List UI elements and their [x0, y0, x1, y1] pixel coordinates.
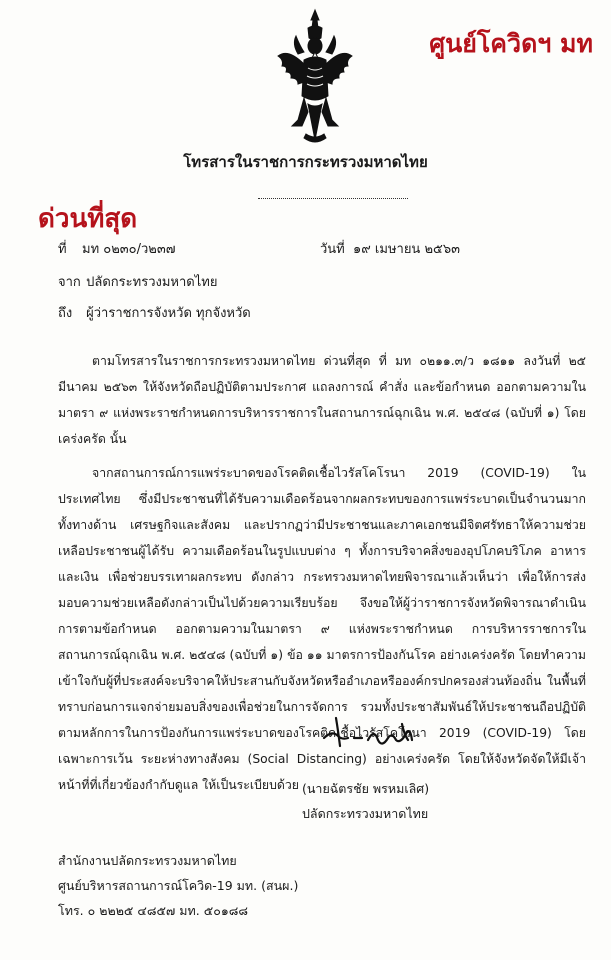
handwritten-signature	[318, 710, 428, 754]
to-row	[58, 302, 251, 323]
signatory-position: ปลัดกระทรวงมหาดไทย	[302, 806, 429, 821]
body-paragraph-text: จากสถานการณ์การแพร่ระบาดของโรคติดเชื้อไวรัสโคโรนา 2019 (COVID-19) ในประเทศไทย ซึ่งมีประชาชนที่ได้รับความเดือดร้อนจากผลกระทบของการแพร่ระบาดเป็นจำนวนมาก ทั้งทางด้าน เศรษฐกิจและสังคม และปรากฏว่ามีประชาชนและภาคเอกชนมีจิตศรัทธาให้ความช่วยเหลือประชาชนผู้ได้รับ ความเดือดร้อนในรูปแบบต่าง ๆ ทั้งการบริจาคสิ่งของอุปโภคบริโภค อาหาร และเงิน เพื่อช่วยบรรเทาผลกระทบ ดังกล่าว กระทรวงมหาดไทยพิจารณาแล้วเห็นว่า เพื่อให้การส่งมอบความช่วยเหลือดังกล่าวเป็นไปด้วยความเรียบร้อย จึงขอให้ผู้ว่าราชการจังหวัดพิจารณาดำเนินการตามข้อกำหนด ออกตามความในมาตรา ๙ แห่งพระราชกำหนด การบริหารราชการในสถานการณ์ฉุกเฉิน พ.ศ. ๒๕๔๘ (ฉบับที่ ๑) ข้อ ๑๑ มาตรการป้องกันโรค อย่างเคร่งครัด โดยทำความเข้าใจกับผู้ที่ประสงค์จะบริจาคให้ประสานกับจังหวัดหรืออำเภอหรือองค์กรปกครองส่วนท้องถิ่น ในพื้นที่ทราบก่อนการแจกจ่ายมอบสิ่งของเพื่อช่วยในการจัดการ รวมทั้งประชาสัมพันธ์ให้ประชาชนถือปฏิบัติ ตามหลักการในการป้องกันการแพร่ระบาดของโรคติดเชื้อไวรัสโคโรนา 2019 (COVID-19) โดยเฉพาะการเว้น ระยะห่างทางสังคม (Social Distancing) อย่างเคร่งครัด โดยให้จังหวัดจัดให้มีเจ้าหน้าที่ที่เกี่ยวข้องกำกับดูแล ให้เป็นระเบียบด้วย	[58, 466, 586, 792]
urgency-stamp: ด่วนที่สุด	[38, 204, 138, 234]
document-header: โทรสารในราชการกระทรวงมหาดไทย	[183, 153, 428, 171]
doc-number-label: ที่	[58, 242, 67, 257]
footer-phone: โทร. ๐ ๒๒๒๕ ๔๘๕๗ มท. ๕๐๑๘๘	[58, 903, 249, 918]
footer-contact	[58, 848, 298, 923]
doc-number-row	[58, 238, 176, 259]
recipient: ผู้ว่าราชการจังหวัด ทุกจังหวัด	[86, 306, 251, 321]
footer-center: ศูนย์บริหารสถานการณ์โควิด-19 มท. (สนผ.)	[58, 878, 299, 893]
sender: ปลัดกระทรวงมหาดไทย	[86, 275, 218, 290]
date-row	[320, 238, 460, 259]
signatory-name: (นายฉัตรชัย พรหมเลิศ)	[302, 781, 430, 796]
signature-block	[302, 776, 429, 826]
document-date: ๑๙ เมษายน ๒๕๖๓	[353, 242, 461, 257]
header-dotted-line	[258, 198, 408, 199]
to-label: ถึง	[58, 306, 73, 321]
body-paragraph-text: ตามโทรสารในราชการกระทรวงมหาดไทย ด่วนที่สุด ที่ มท ๐๒๑๑.๓/ว ๑๘๑๑ ลงวันที่ ๒๕ มีนาคม ๒๕๖๓ ให้จังหวัดถือปฏิบัติตามประกาศ แถลงการณ์ คำสั่ง และข้อกำหนด ออกตามความใน มาตรา ๙ แห่งพระราชกำหนดการบริหารราชการในสถานการณ์ฉุกเฉิน พ.ศ. ๒๕๔๘ (ฉบับที่ ๑) โดยเคร่งครัด นั้น	[58, 354, 586, 446]
corner-label: ศูนย์โควิดฯ มท	[429, 29, 593, 58]
from-row	[58, 271, 217, 292]
from-label: จาก	[58, 275, 81, 290]
doc-number: มท ๐๒๓๐/ว๒๓๗	[82, 242, 176, 257]
garuda-emblem-icon	[274, 8, 356, 148]
footer-office: สำนักงานปลัดกระทรวงมหาดไทย	[58, 853, 237, 868]
date-label: วันที่	[320, 242, 345, 257]
body-paragraph	[58, 348, 586, 452]
